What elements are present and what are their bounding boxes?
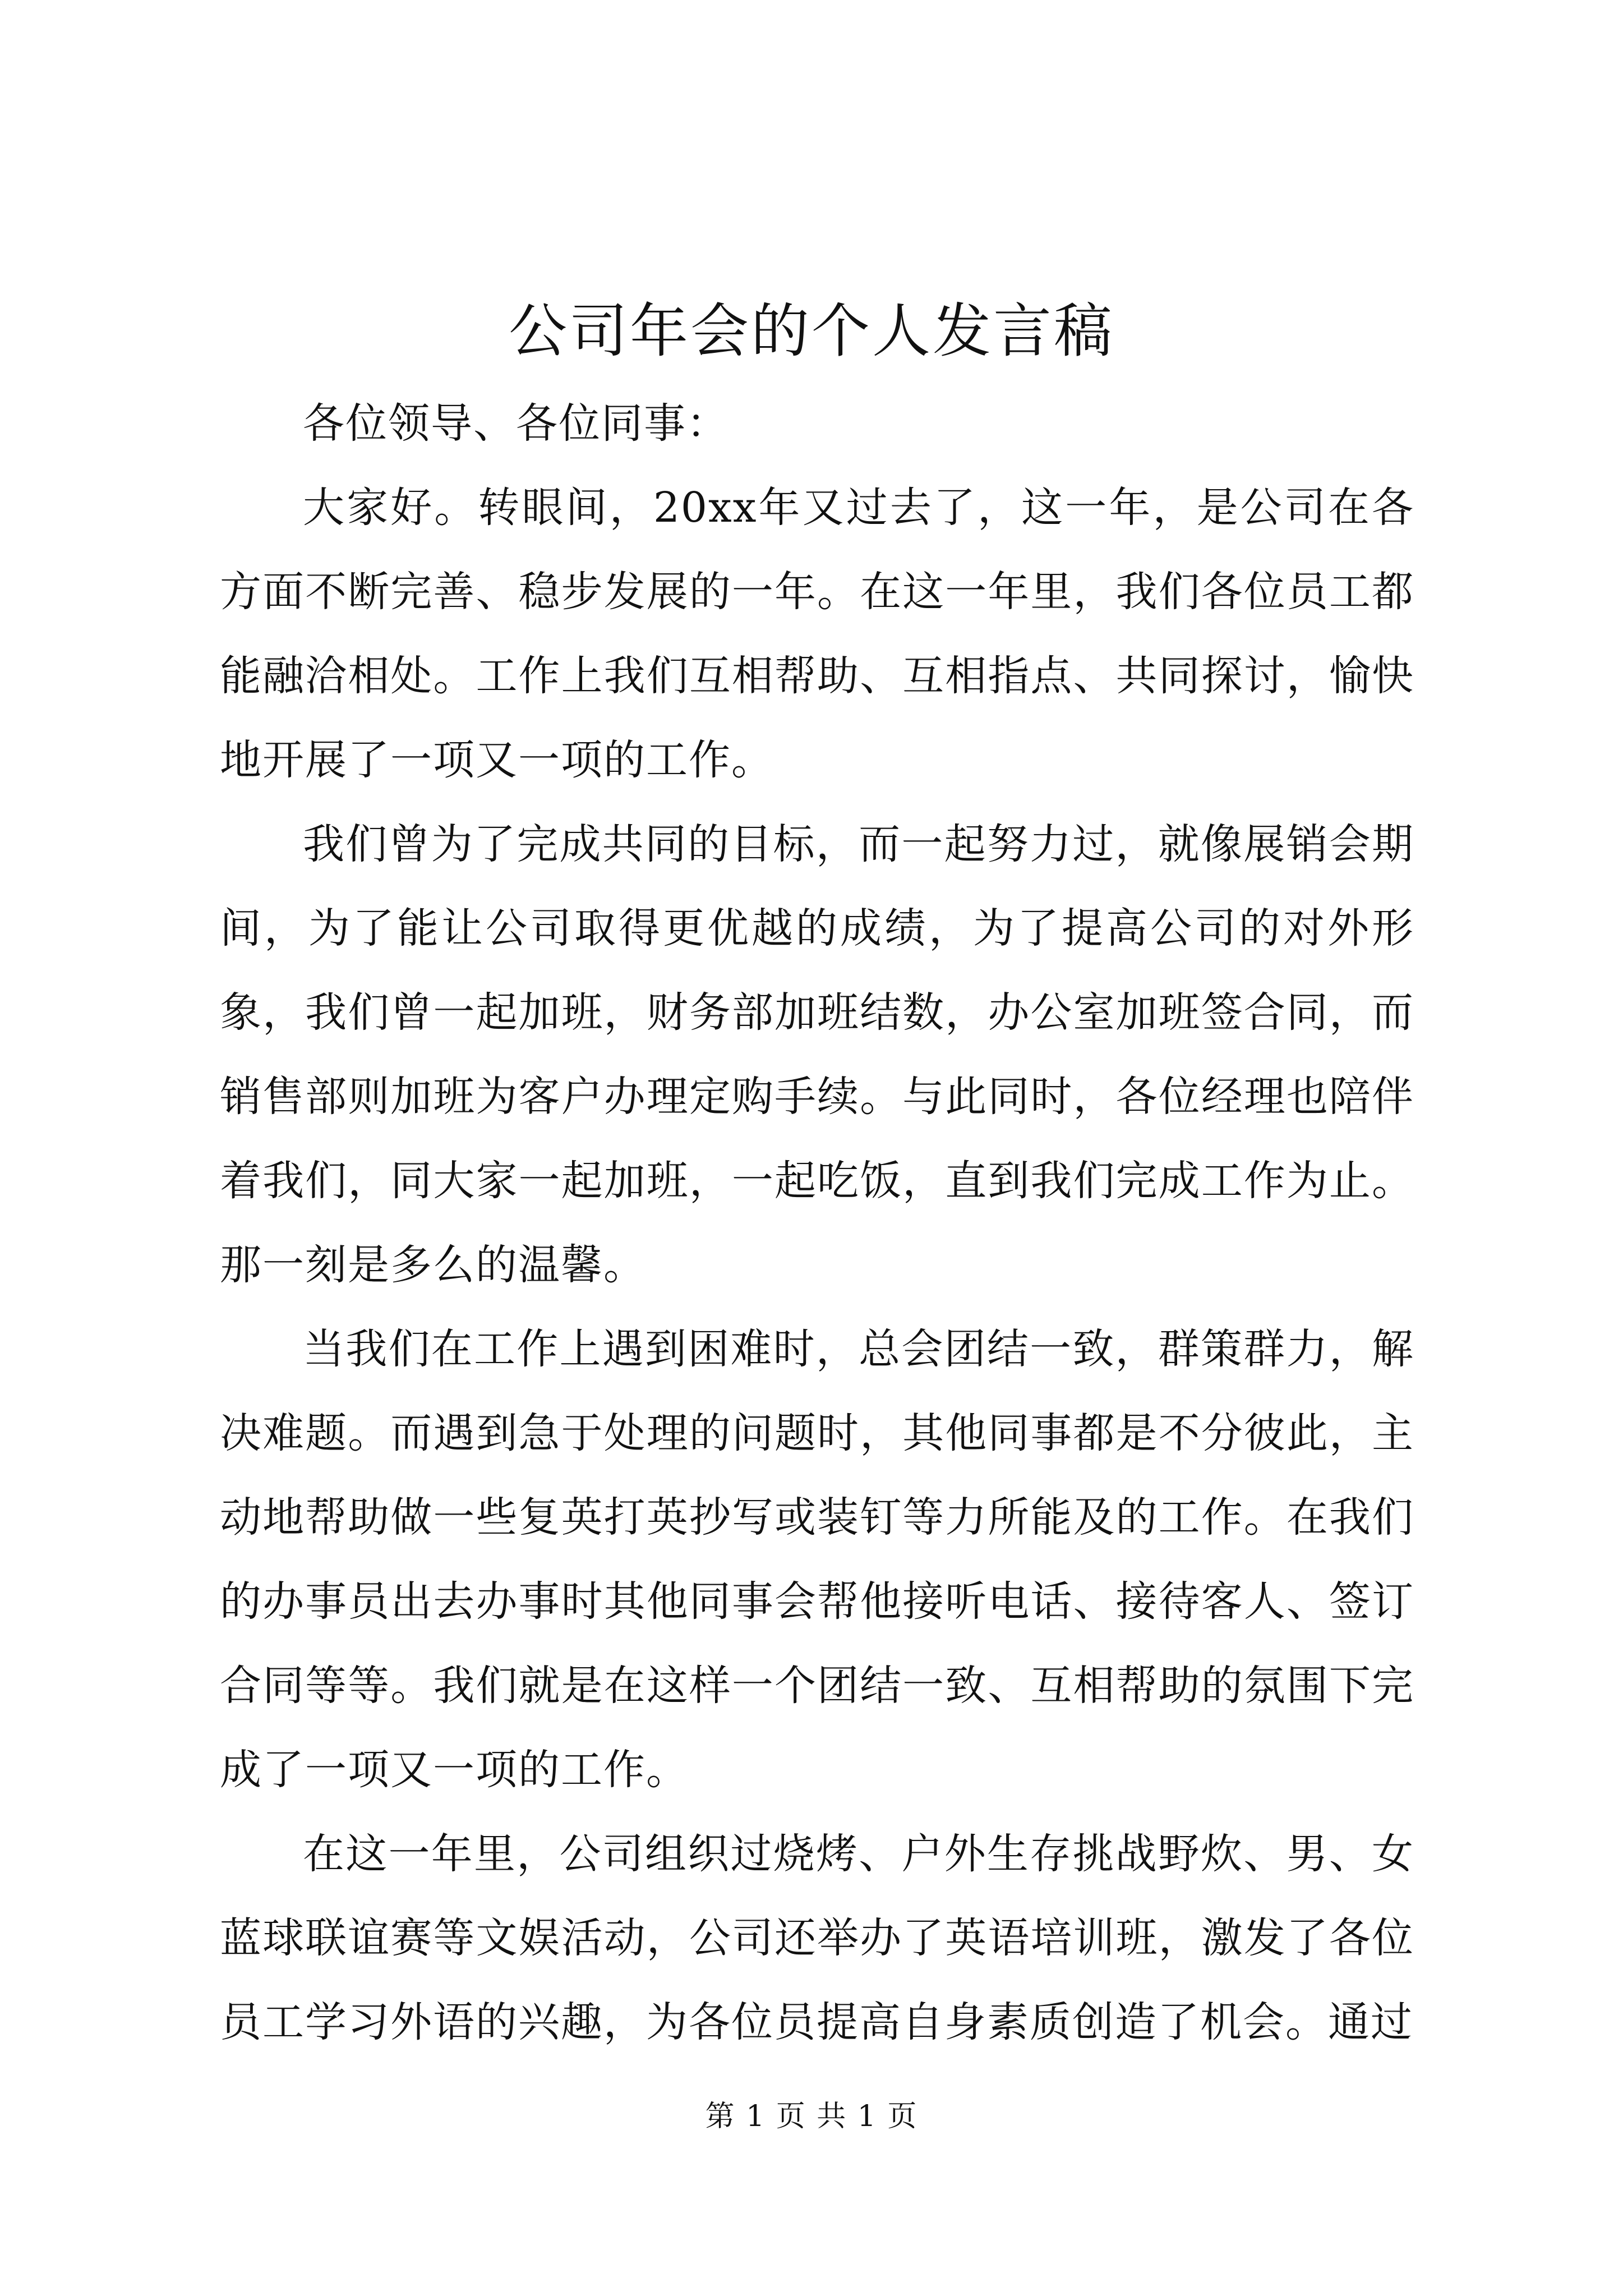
paragraph-3: 当我们在工作上遇到困难时，总会团结一致，群策群力，解决难题。而遇到急于处理的问题时，其他同事都是不分彼此，主动地帮助做一些复英打英抄写或装钉等力所能及的工作。在我们的办事员出去办事时其他同事会帮他接听电话、接待客人、签订合同等等。我们就是在这样一个团结一致、互相帮助的氛围下完成了一项又一项的工作。 (220, 1325, 1414, 1794)
paragraph-1: 大家好。转眼间，20xx年又过去了，这一年，是公司在各方面不断完善、稳步发展的一年。在这一年里，我们各位员工都能融洽相处。工作上我们互相帮助、互相指点、共同探讨，愉快地开展了一项又一项的工作。 (220, 484, 1414, 784)
page-footer: 第 1 页 共 1 页 (705, 2100, 918, 2133)
paragraph-2: 我们曾为了完成共同的目标，而一起努力过，就像展销会期间，为了能让公司取得更优越的成绩，为了提高公司的对外形象，我们曾一起加班，财务部加班结数，办公室加班签合同，而销售部则加班为客户办理定购手续。与此同时，各位经理也陪伴着我们，同大家一起加班，一起吃饭，直到我们完成工作为止。那一刻是多么的温馨。 (220, 820, 1414, 1289)
salutation: 各位领导、各位同事： (303, 399, 729, 448)
paragraph-4: 在这一年里，公司组织过烧烤、户外生存挑战野炊、男、女蓝球联谊赛等文娱活动，公司还举办了英语培训班，激发了各位员工学习外语的兴趣，为各位员提高自身素质创造了机会。通过 (220, 1830, 1414, 2046)
document-title: 公司年会的个人发言稿 (508, 297, 1114, 365)
document-body (220, 381, 1414, 2064)
